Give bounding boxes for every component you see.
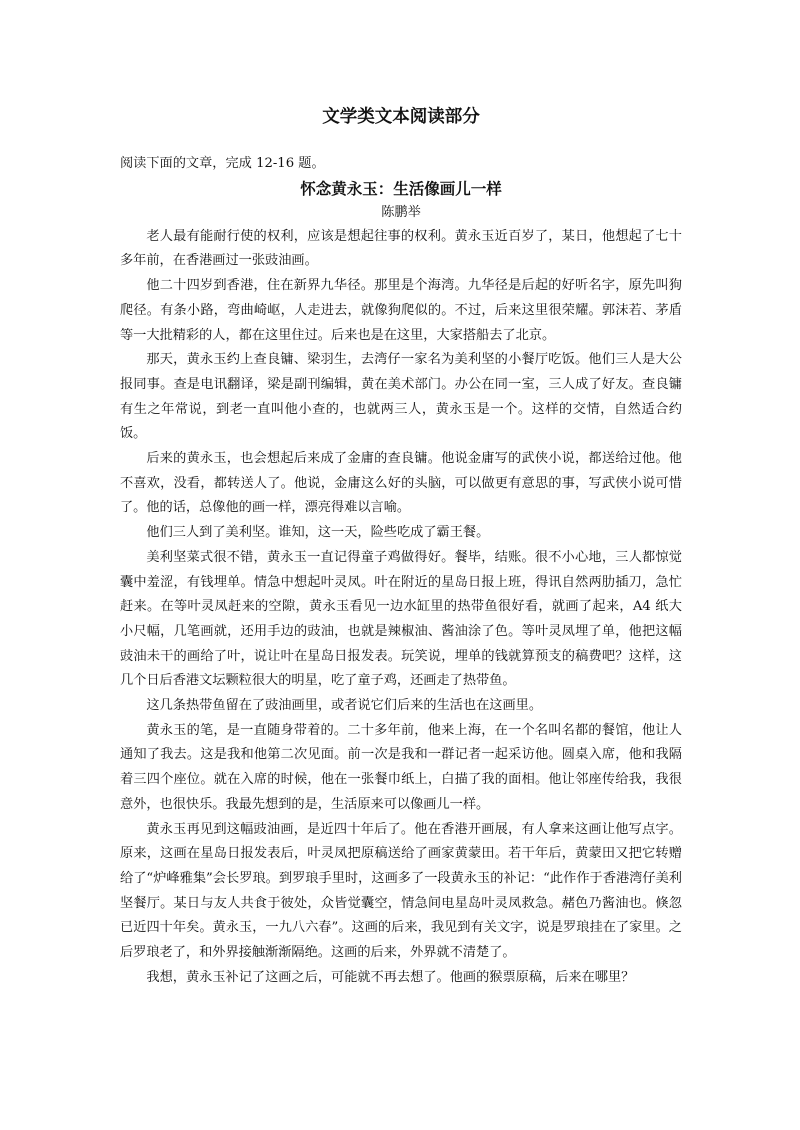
paragraph: 他们三人到了美利坚。谁知，这一天，险些吃成了霸王餐。: [146, 525, 490, 541]
paragraph: 黄永玉的笔，是一直随身带着的。二十多年前，他来上海，在一个名叫名都的餐馆，他让人通知了我去。这是我和他第二次见面。前一次是我和一群记者一起采访他。圆桌入席，他和我隔着三四个座位。就在入席的时候，他在一张餐巾纸上，白描了我的面相。他让邻座传给我，我很意外，也很快乐。我最先想到的是，生活原来可以像画儿一样。: [120, 722, 682, 812]
section-title: 文学类文本阅读部分: [322, 107, 480, 127]
paragraph: 美利坚菜式很不错，黄永玉一直记得童子鸡做得好。餐毕，结账。很不小心地，三人都惊觉囊中羞涩，有钱埋单。情急中想起叶灵凤。叶在附近的星岛日报上班，得讯自然两肋插刀，急忙赶来。在等叶灵凤赶来的空隙，黄永玉看见一边水缸里的热带鱼很好看，就画了起来，A4 纸大小尺幅，几笔画就，还用手边的豉油，也就是辣椒油、酱油涂了色。等叶灵凤埋了单，他把这幅豉油未干的画给了叶，说让叶在星岛日报发表。玩笑说，埋单的钱就算预支的稿费吧？这样，这几个日后香港文坛颗粒很大的明星，吃了童子鸡，还画走了热带鱼。: [120, 549, 682, 689]
paragraph: 这几条热带鱼留在了豉油画里，或者说它们后来的生活也在这画里。: [146, 698, 543, 714]
article-author: 陈鹏举: [381, 204, 421, 220]
reading-instruction: 阅读下面的文章，完成 12-16 题。: [120, 156, 325, 171]
paragraph: 那天，黄永玉约上查良镛、梁羽生，去湾仔一家名为美利坚的小餐厅吃饭。他们三人是大公报同事。查是电讯翻译，梁是副刊编辑，黄在美术部门。办公在同一室，三人成了好友。查良镛有生之年常说，到老一直叫他小查的，也就两三人，黄永玉是一个。这样的交情，自然适合约饭。: [120, 352, 682, 442]
paragraph: 黄永玉再见到这幅豉油画，是近四十年后了。他在香港开画展，有人拿来这画让他写点字。原来，这画在星岛日报发表后，叶灵凤把原稿送给了画家黄蒙田。若干年后，黄蒙田又把它转赠给了“炉峰雅集”会长罗琅。到罗琅手里时，这画多了一段黄永玉的补记：“此作作于香港湾仔美利坚餐厅。某日与友人共食于彼处，众皆觉囊空，情急间电星岛叶灵凤救急。赭色乃酱油也。倏忽已近四十年矣。黄永玉，一九八六春”。这画的后来，我见到有关文字，说是罗琅挂在了家里。之后罗琅老了，和外界接触渐渐隔绝。这画的后来，外界就不清楚了。: [120, 821, 682, 961]
paragraph: 我想，黄永玉补记了这画之后，可能就不再去想了。他画的猴票原稿，后来在哪里？: [146, 969, 635, 985]
document-page: [120, 104, 682, 991]
paragraph: 他二十四岁到香港，住在新界九华径。那里是个海湾。九华径是后起的好听名字，原先叫狗爬径。有条小路，弯曲崎岖，人走进去，就像狗爬似的。不过，后来这里很荣耀。郭沫若、茅盾等一大批精彩的人，都在这里住过。后来也是在这里，大家搭船去了北京。: [120, 278, 682, 343]
article-title: 怀念黄永玉：生活像画儿一样: [300, 179, 502, 198]
article-body: [120, 225, 682, 991]
paragraph: 后来的黄永玉，也会想起后来成了金庸的查良镛。他说金庸写的武侠小说，都送给过他。他不喜欢，没看，都转送人了。他说，金庸这么好的头脑，可以做更有意思的事，写武侠小说可惜了。他的话，总像他的画一样，漂亮得难以言喻。: [120, 451, 682, 516]
paragraph: 老人最有能耐行使的权利，应该是想起往事的权利。黄永玉近百岁了，某日，他想起了七十多年前，在香港画过一张豉油画。: [120, 228, 682, 269]
